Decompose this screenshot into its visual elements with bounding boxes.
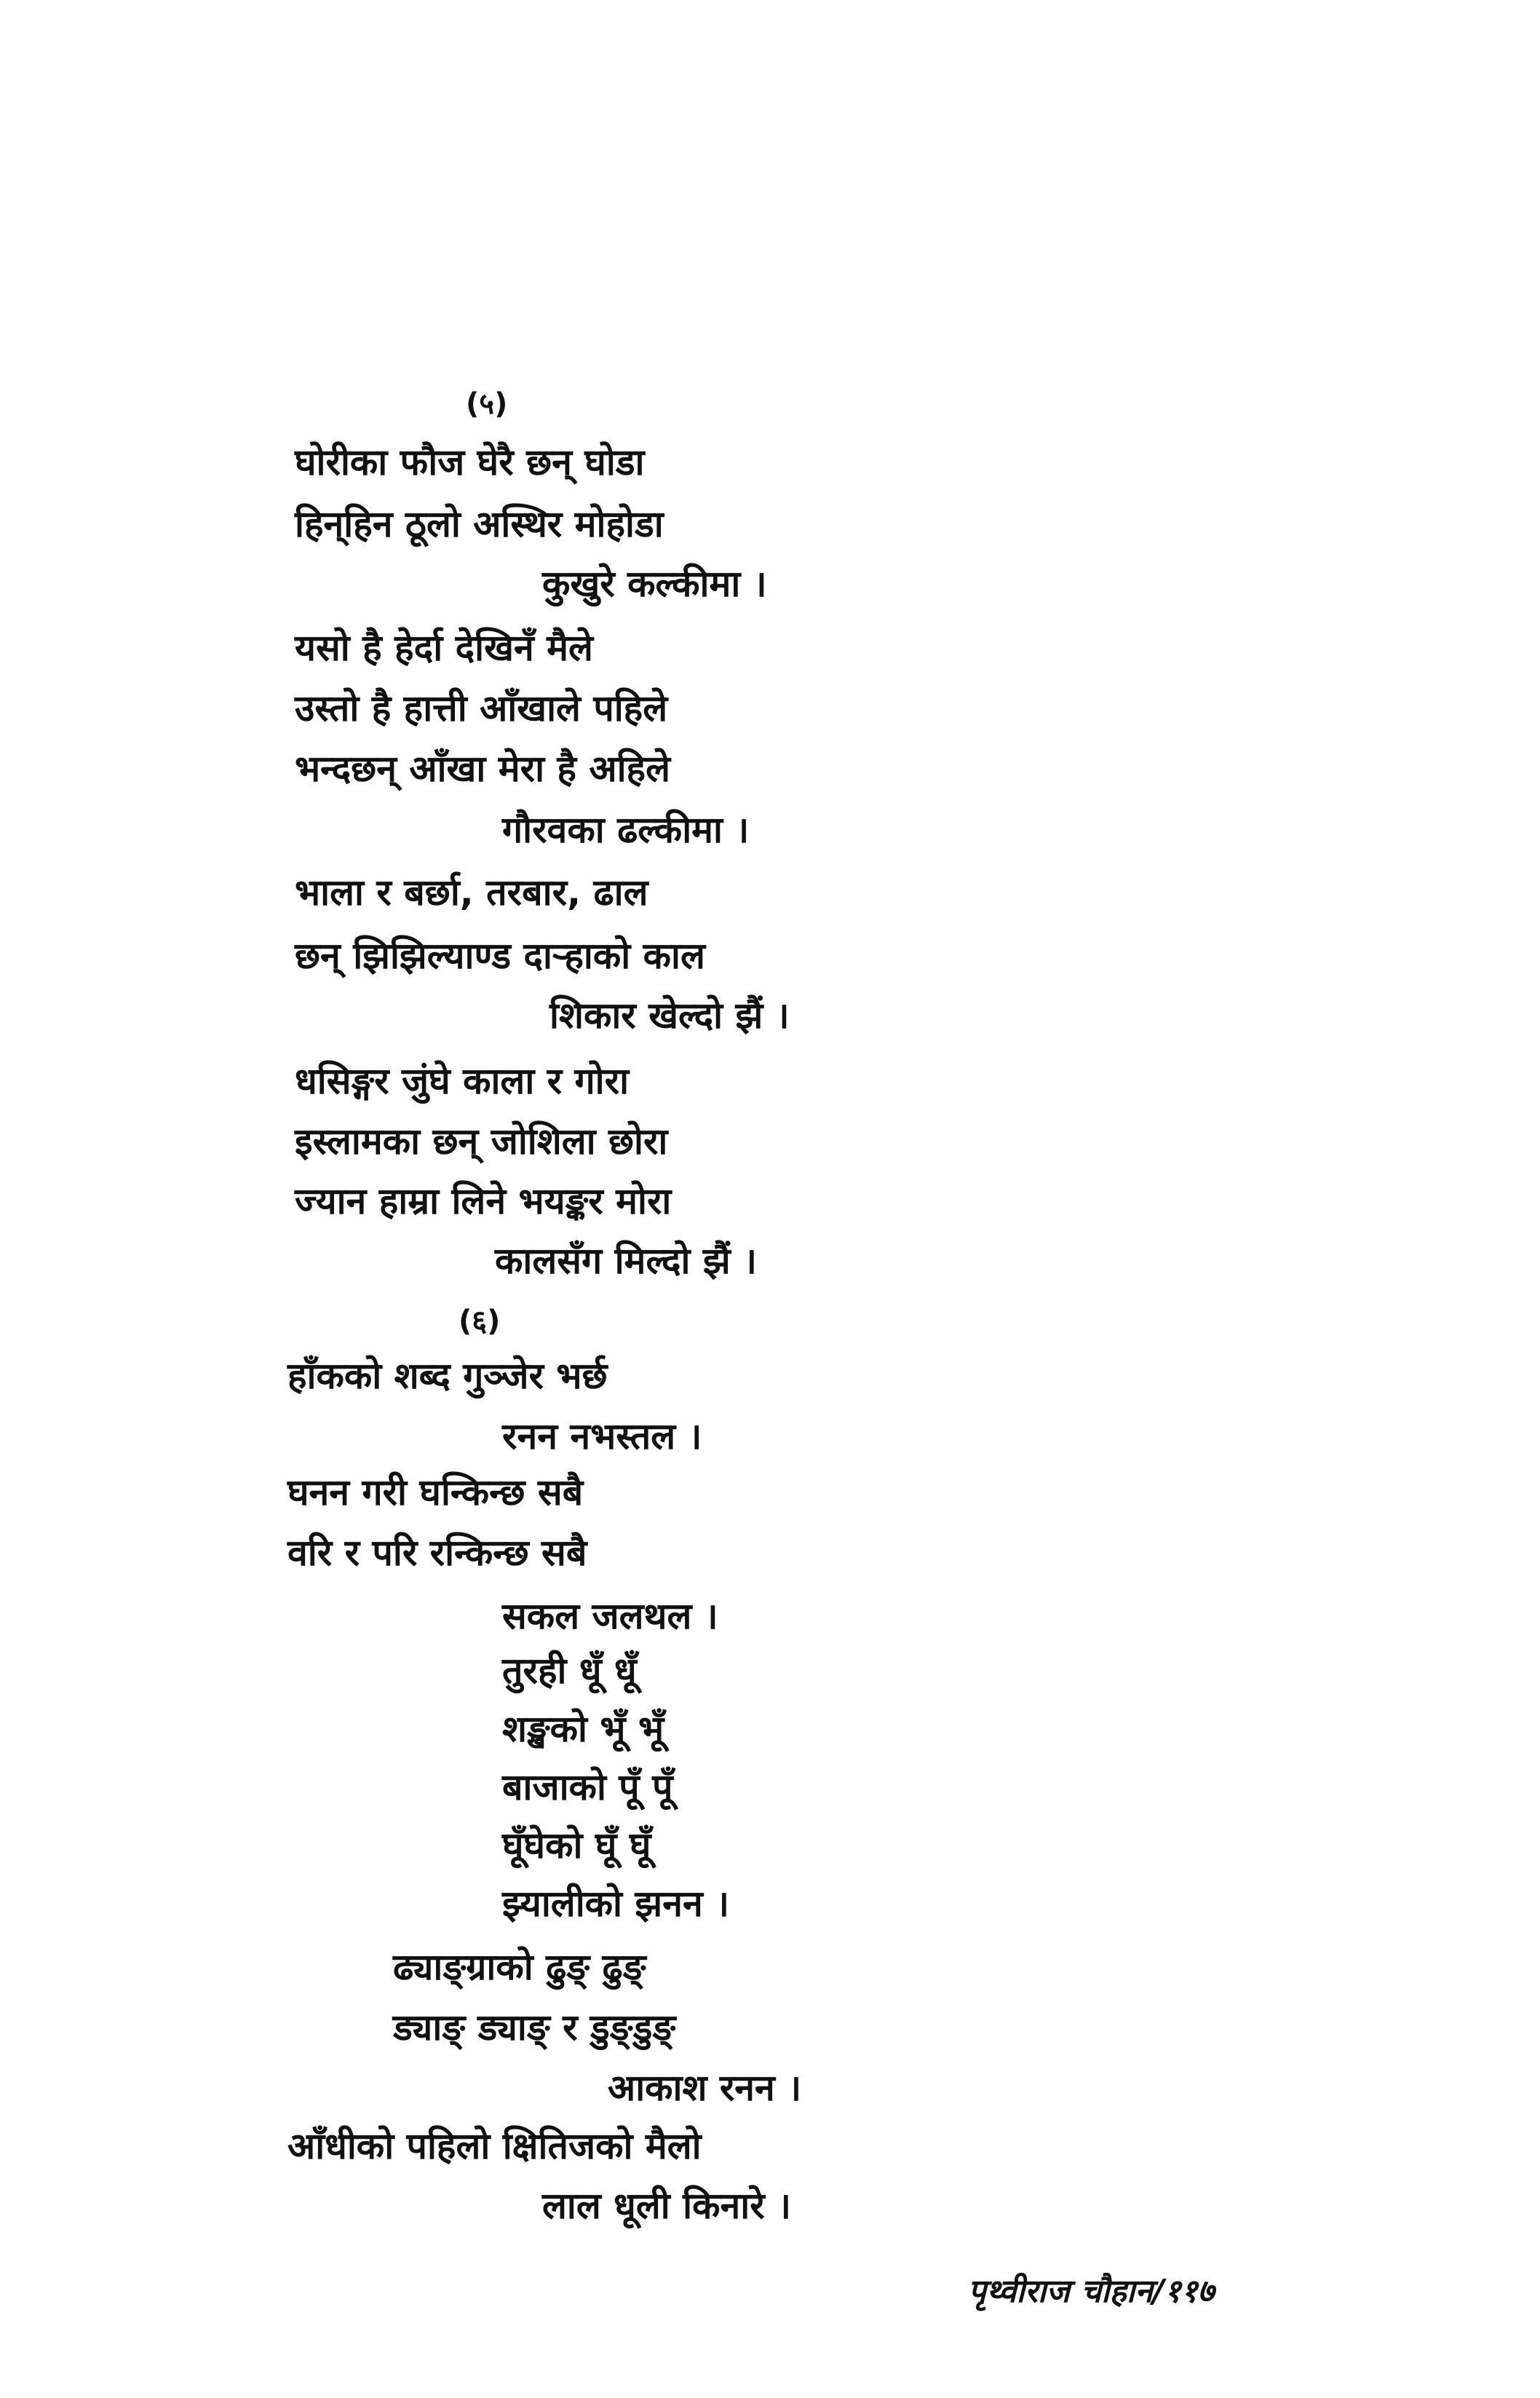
poem-line: इस्लामका छन् जोशिला छोरा xyxy=(295,1120,668,1163)
poem-line: घोरीका फौज घेरै छन् घोडा xyxy=(295,441,645,483)
poem-line: झ्यालीको झनन । xyxy=(502,1883,730,1925)
poem-line: लाल धूली किनारे । xyxy=(542,2185,792,2227)
poem-line: छन् झिझिल्याण्ड दाऱ्हाको काल xyxy=(295,935,705,977)
poem-line: भन्दछन् आँखा मेरा है अहिले xyxy=(295,748,670,790)
poem-line: भाला र बर्छा, तरबार, ढाल xyxy=(295,871,648,914)
poem-line: ज्यान हाम्रा लिने भयङ्कर मोरा xyxy=(295,1180,672,1222)
poem-line: वरि र परि रन्किन्छ सबै xyxy=(287,1532,587,1574)
poem-line: उस्तो है हात्ती आँखाले पहिले xyxy=(295,687,668,729)
poem-line: शङ्खको भूँ भूँ xyxy=(502,1708,664,1750)
poem-line: ढ्याङ्ग्राको ढुङ् ढुङ् xyxy=(393,1946,646,1988)
poem-line: घनन गरी घन्किन्छ सबै xyxy=(287,1471,584,1513)
poem-line: हाँकको शब्द गुञ्जेर भर्छ xyxy=(287,1355,608,1397)
footer-separator: / xyxy=(1152,2273,1164,2310)
poem-line: हिन्‌हिन ठूलो अस्थिर मोहोडा xyxy=(295,503,664,545)
page-footer xyxy=(968,2271,1214,2312)
poem-line: कुखुरे कल्कीमा । xyxy=(542,563,767,605)
poem-line: शिकार खेल्दो झैं । xyxy=(549,994,790,1037)
poem-line: सकल जलथल । xyxy=(502,1595,718,1637)
poem-line: गौरवका ढल्कीमा । xyxy=(502,809,750,851)
stanza-number-5: (५) xyxy=(466,387,508,421)
poem-line: बाजाको पूँ पूँ xyxy=(502,1766,673,1808)
poem-line: कालसँग मिल्दो झैं । xyxy=(495,1240,758,1282)
poem-line: धसिङ्गर जुंघे काला र गोरा xyxy=(295,1060,630,1102)
stanza-number-6: (६) xyxy=(459,1305,501,1338)
poem-line: घूँघेको घूँ घूँ xyxy=(502,1824,651,1867)
poem-line: आँधीको पहिलो क्षितिजको मैलो xyxy=(287,2125,702,2167)
book-title: पृथ्वीराज चौहान xyxy=(968,2273,1153,2310)
poem-line: यसो है हेर्दा देखिनँ मैले xyxy=(295,627,593,669)
poem-line: रनन नभस्तल । xyxy=(502,1415,702,1457)
poem-line: ड्याङ् ड्याङ् र डुङ्डुङ् xyxy=(393,2006,676,2049)
poem-line: तुरही धूँ धूँ xyxy=(502,1650,637,1692)
page-number: ११७ xyxy=(1164,2273,1215,2310)
poem-line: आकाश रनन । xyxy=(608,2067,802,2109)
